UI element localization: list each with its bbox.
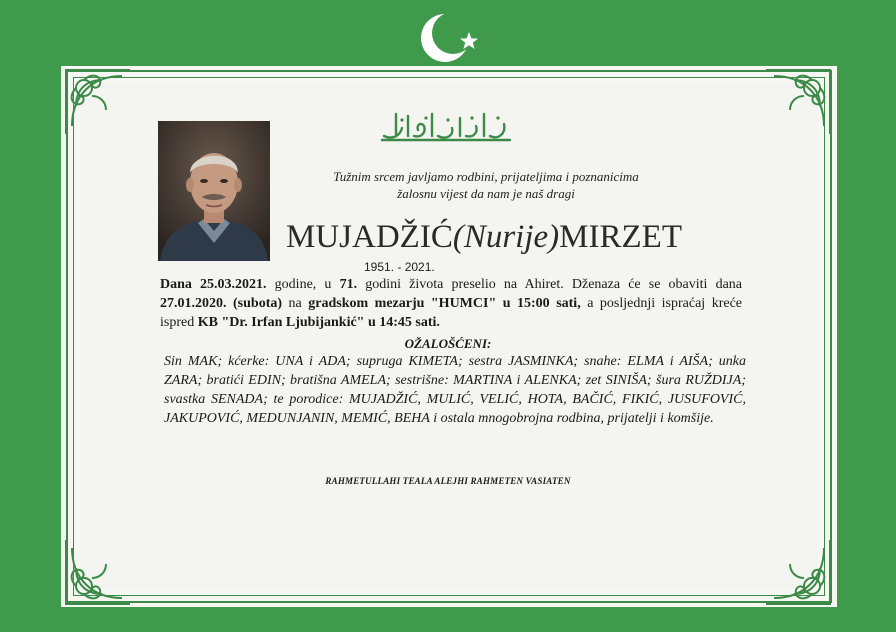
- body-text-segment: godine, u: [266, 277, 340, 292]
- funeral-date: 27.01.2020. (subota): [160, 296, 283, 311]
- portrait-photo-icon: [158, 121, 270, 261]
- deceased-surname: MUJADŽIĆ: [286, 219, 453, 255]
- closing-prayer: RAHMETULLAHI TEALA ALEJHI RAHMETEN VASIATEN: [325, 476, 571, 486]
- announcement-paragraph: [160, 275, 742, 332]
- death-date: Dana 25.03.2021.: [160, 277, 267, 292]
- arabic-calligraphy-ornament-icon: [378, 106, 514, 144]
- deceased-given-name: MIRZET: [559, 219, 682, 255]
- life-years: 1951. - 2021.: [364, 260, 435, 274]
- body-text-segment: na: [282, 296, 309, 311]
- floral-corner-ornament-icon: [62, 66, 134, 138]
- age: 71.: [339, 277, 358, 292]
- deceased-father-name: (Nurije): [452, 219, 560, 255]
- floral-corner-ornament-icon: [62, 536, 134, 608]
- intro-line-1: Tužnim srcem javljamo rodbini, prijateljima i poznanicima: [333, 169, 639, 184]
- body-text-segment: godini života preselio na Ahiret. Dženaza će se obaviti dana: [357, 277, 743, 292]
- mourners-list: Sin MAK; kćerke: UNA i ADA; supruga KIMETA; sestra JASMINKA; snahe: ELMA i AIŠA; unka ZARA; bratići EDIN; bratišna AMELA; sestrišne: MARTINA i ALENKA; zet SINIŠA; šura RUŽDIJA; svastka SENADA; te porodice: MUJADŽIĆ, MULIĆ, VELIĆ, HOTA, BAČIĆ, FIKIĆ, JUSUFOVIĆ, JAKUPOVIĆ, MEDUNJANIN, MEMIĆ, BEHA i ostala mnogobrojna rodbina, prijatelji i komšije.: [164, 354, 746, 426]
- procession-start: KB "Dr. Irfan Ljubijankić" u 14:45 sati.: [197, 315, 440, 330]
- portrait-photo: [158, 121, 270, 261]
- intro-line-2: žalosnu vijest da nam je naš dragi: [397, 186, 575, 201]
- deceased-name: [286, 219, 682, 256]
- floral-corner-ornament-icon: [762, 536, 834, 608]
- crescent-star-icon: [417, 8, 487, 68]
- intro-text: [276, 168, 696, 202]
- mourners-heading: OŽALOŠĆENI:: [404, 336, 492, 351]
- floral-corner-ornament-icon: [762, 66, 834, 138]
- funeral-place: gradskom mezarju "HUMCI" u 15:00 sati,: [308, 296, 581, 311]
- body-text-segment: a posljednji ispraćaj kreće ispred: [160, 296, 742, 330]
